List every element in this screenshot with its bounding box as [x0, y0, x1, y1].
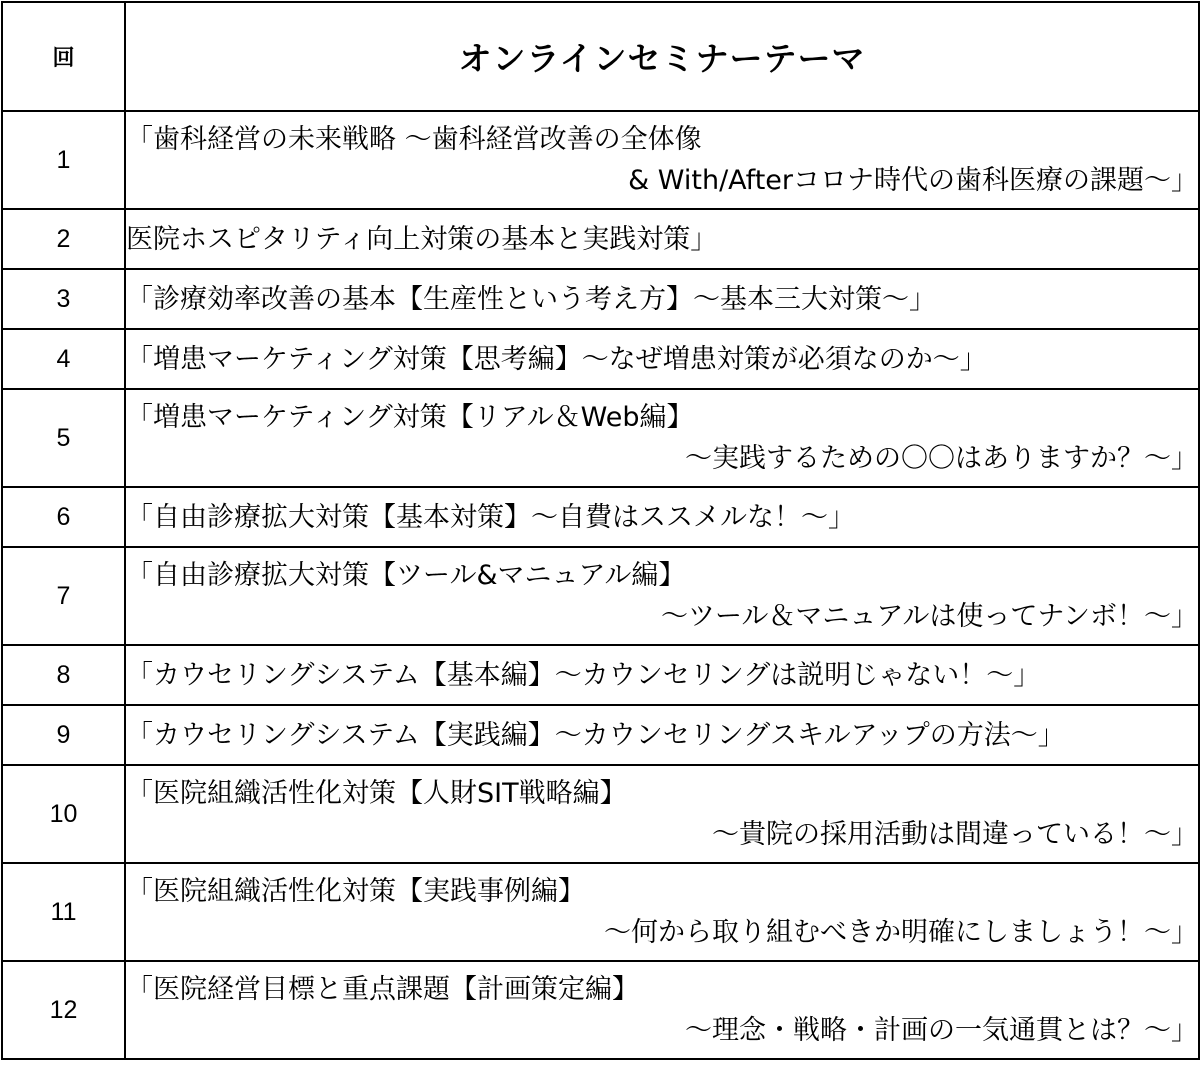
session-theme: [125, 645, 1199, 705]
session-theme: [125, 705, 1199, 765]
table-row: [2, 111, 1199, 209]
theme-line-1: 「医院組織活性化対策【人財SIT戦略編】: [126, 778, 627, 809]
table-row: [2, 645, 1199, 705]
session-theme: [125, 209, 1199, 269]
session-number: 1: [2, 111, 125, 209]
theme-line-1: 「医院経営目標と重点課題【計画策定編】: [126, 974, 639, 1005]
theme-line-1: 「歯科経営の未来戦略 ～歯科経営改善の全体像: [126, 124, 702, 155]
table-row: [2, 209, 1199, 269]
session-number: 10: [2, 765, 125, 863]
theme-line-2: ～実践するための〇〇はありますか？～」: [685, 443, 1198, 474]
table-row: [2, 765, 1199, 863]
session-number: 5: [2, 389, 125, 487]
session-number: 9: [2, 705, 125, 765]
theme-line-1: 「増患マーケティング対策【リアル＆Web編】: [126, 402, 694, 433]
table-row: [2, 329, 1199, 389]
theme-line-1: 「カウセリングシステム【実践編】～カウンセリングスキルアップの方法～」: [126, 719, 1065, 751]
session-theme: [125, 329, 1199, 389]
theme-column-header: オンラインセミナーテーマ: [125, 2, 1199, 111]
seminar-theme-table: [1, 1, 1200, 1060]
theme-line-2: ～ツール＆マニュアルは使ってナンボ！～」: [660, 601, 1198, 632]
theme-line-1: 「自由診療拡大対策【ツール&マニュアル編】: [126, 560, 686, 591]
table-row: [2, 487, 1199, 547]
session-theme: [125, 863, 1199, 961]
session-number: 4: [2, 329, 125, 389]
session-theme: [125, 389, 1199, 487]
table-header-row: [2, 2, 1199, 111]
theme-line-1: 「診療効率改善の基本【生産性という考え方】～基本三大対策～」: [126, 283, 936, 315]
session-number: 8: [2, 645, 125, 705]
session-number: 6: [2, 487, 125, 547]
session-number: 11: [2, 863, 125, 961]
session-theme: [125, 269, 1199, 329]
session-theme: [125, 547, 1199, 645]
theme-line-2: & With/Afterコロナ時代の歯科医療の課題～」: [628, 165, 1198, 196]
session-theme: [125, 487, 1199, 547]
session-theme: [125, 765, 1199, 863]
session-number: 7: [2, 547, 125, 645]
session-theme: [125, 961, 1199, 1059]
session-number: 2: [2, 209, 125, 269]
theme-line-2: ～何から取り組むべきか明確にしましょう！～」: [604, 917, 1198, 948]
table-row: [2, 705, 1199, 765]
theme-line-1: 「自由診療拡大対策【基本対策】～自費はススメルな！～」: [126, 501, 855, 533]
table-row: [2, 269, 1199, 329]
theme-line-1: 医院ホスピタリティ向上対策の基本と実践対策」: [126, 223, 718, 255]
theme-line-1: 「カウセリングシステム【基本編】～カウンセリングは説明じゃない！～」: [126, 659, 1041, 691]
table-row: [2, 389, 1199, 487]
table-row: [2, 863, 1199, 961]
session-number: 12: [2, 961, 125, 1059]
theme-line-1: 「医院組織活性化対策【実践事例編】: [126, 876, 585, 907]
theme-line-2: ～理念・戦略・計画の一気通貫とは？～」: [685, 1015, 1198, 1046]
table-row: [2, 547, 1199, 645]
table-row: [2, 961, 1199, 1059]
session-theme: [125, 111, 1199, 209]
theme-line-1: 「増患マーケティング対策【思考編】～なぜ増患対策が必須なのか～」: [126, 343, 987, 375]
session-number: 3: [2, 269, 125, 329]
theme-line-2: ～貴院の採用活動は間違っている！～」: [712, 819, 1198, 850]
number-column-header: 回: [2, 2, 125, 111]
